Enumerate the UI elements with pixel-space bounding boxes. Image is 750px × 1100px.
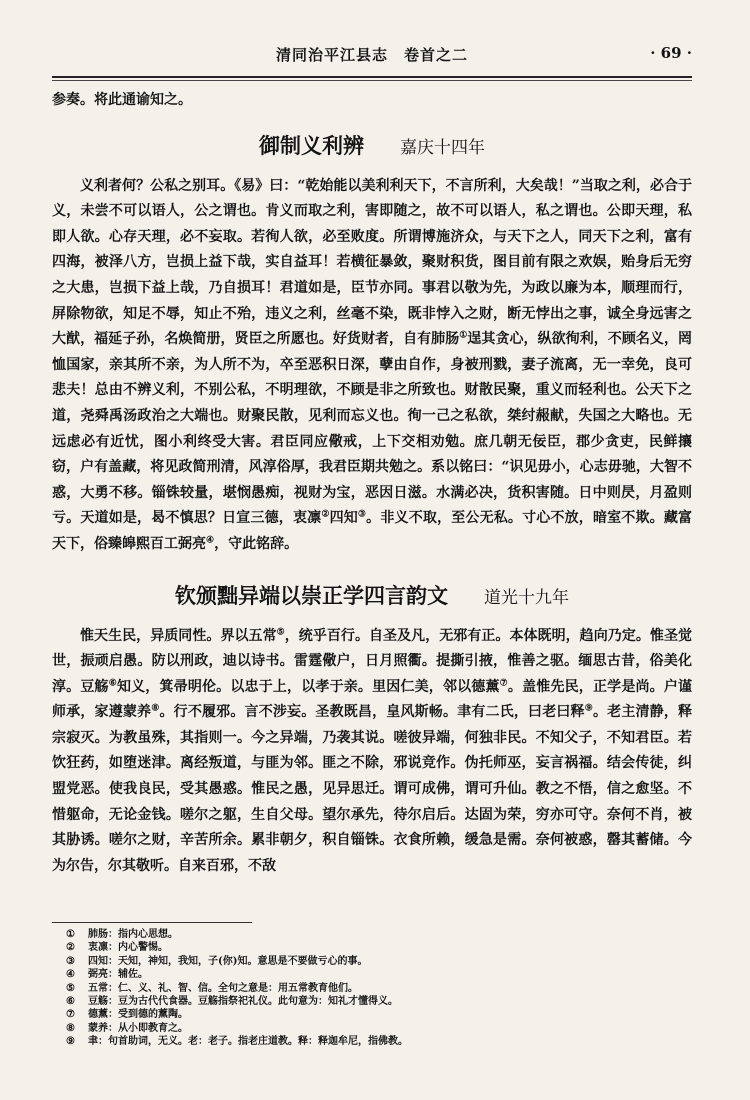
section-title-1-text: 御制义利辨: [259, 133, 364, 158]
footnote-number: ①: [66, 929, 75, 940]
footnote-item: [66, 1022, 686, 1035]
text-run: 惟天生民，异质同性。界以五常: [80, 627, 277, 644]
section-2-paragraph: [52, 624, 692, 880]
footnote-ref: ③: [357, 509, 367, 520]
footnote-ref: ④: [206, 535, 215, 546]
footnote-item: [66, 1008, 686, 1021]
footnote-ref: ⑥: [108, 678, 117, 689]
footnote-ref: ①: [459, 330, 468, 341]
footnote-text: 聿：句首助词，无义。老：老子。指老庄道教。释：释迦牟尼，指佛教。: [88, 1036, 408, 1048]
footnote-ref: ⑧: [151, 703, 160, 714]
header-rule-thin: [52, 80, 692, 81]
footnote-number: ⑧: [66, 1022, 75, 1034]
footnote-number: ⑨: [66, 1036, 75, 1048]
footnote-text: 蒙养：从小即教育之。: [88, 1022, 188, 1034]
text-run: 义利者何？公私之别耳。《易》曰：“乾始能以美利利天下，不言所利，大矣哉！”当取之利，必合于义，未尝不可以语人，公之谓也。肯义而取之利，害即随之，故不可以语人，私之谓也。公即天理，私即人欲。心存天理，必不妄取。若徇人欲，必至败度。所谓博施济众，与天下之人，同天下之利，富有四海，被泽八方，岂损上益下哉，实自益耳！若横征暴敛，聚财积货，图目前有限之欢娱，贻身后无穷之大患，岂损下益上哉，乃自损耳！君道如是，臣节亦同。事君以敬为先，为政以廉为本，顺理而行，屏除物欲，知足不辱，知止不殆，违义之利，丝毫不染，既非悖入之财，断无悖出之事，诚全身远害之大猷，福延子孙，名焕简册，贤臣之所愿也。好货财者，自有肺肠: [52, 177, 692, 348]
text-run: 。行不履邪。言不涉妄。圣教既昌，皇风斯畅。聿有二氏，曰老曰释: [159, 704, 585, 721]
footnote-item: [66, 995, 686, 1008]
footnote-number: ⑦: [66, 1009, 75, 1021]
intro-line: 参奏。将此通谕知之。: [52, 92, 192, 108]
page-number: · 69 ·: [650, 44, 692, 62]
footnote-text: 五常：仁、义、礼、智、信。全句之意是：用五常教育他们。: [88, 982, 358, 994]
running-header: [52, 44, 692, 70]
section-date-1: 嘉庆十四年: [400, 137, 485, 158]
text-run: 知义，箕帚明伦。以忠于上，以孝于亲。里因仁美，邻以德薰: [116, 678, 500, 695]
section-title-2: [52, 578, 692, 614]
text-run: 四知: [329, 510, 358, 527]
footnote-rule: [52, 922, 252, 923]
text-run: 。盖惟先民，正学是尚。户谨师承，家遵蒙养: [52, 678, 693, 721]
footnote-text: 德薰：受到德的薰陶。: [88, 1009, 188, 1021]
footnote-text: 豆觞：豆为古代代食器。豆觞指祭祀礼仪。此句意为：知礼才懂得义。: [88, 996, 398, 1008]
footnote-number: ②: [66, 942, 75, 954]
footnote-text: 肺肠：指内心思想。: [88, 929, 178, 940]
footnote-ref: ②: [321, 509, 330, 520]
footnote-item: [66, 955, 686, 968]
footnote-number: ③: [66, 955, 75, 967]
text-run: 。老主清静，释宗寂灭。为教虽殊，其指则一。今之异端，乃袭其说。嗟彼异端，何独非民。不知父子，不知君臣。若饮狂药，如堕迷津。离经叛道，与匪为邻。匪之不除，邪说竞作。伪托师巫，妄言祸福。结会传徒，纠盟党恶。使我良民，受其愚惑。惟民之愚，见异思迁。谓可成佛，谓可升仙。教之不悟，信之愈坚。不惜躯命，无论金钱。嗟尔之躯，生自父母。望尔承先，待尔启后。达固为荣，穷亦可守。奈何不肖，被其胁诱。嗟尔之财，辛苦所余。累非朝夕，积自锱铢。衣食所赖，缓急是需。奈何被惑，罄其蓄储。今为尔告，尔其敬听。自来百邪，不敌: [52, 704, 693, 874]
section-title-2-text: 钦颁黜异端以崇正学四言韵文: [175, 583, 448, 608]
text-run: ，统乎百行。自圣及凡，无邪有正。本体既明，趋向乃定。惟圣觉世，振顽启愚。防以刑政，迪以诗书。雷霆儆户，日月照衢。提撕引掖，惟善之驱。缅思古昔，俗美化淳。豆觞: [52, 627, 692, 695]
footnote-item: [66, 941, 686, 954]
footnotes: [66, 928, 686, 1049]
footnote-number: ⑥: [66, 996, 75, 1008]
section-1-paragraph: [52, 174, 692, 558]
footnote-item: [66, 1035, 686, 1048]
footnote-ref: ⑨: [584, 703, 593, 714]
section-title-1: [52, 128, 692, 164]
footnote-ref: ⑦: [499, 678, 508, 689]
main-content: [52, 88, 692, 879]
footnote-item: [66, 928, 686, 941]
footnote-text: 衷凛：内心警惕。: [88, 942, 168, 954]
section-date-2: 道光十九年: [484, 587, 569, 608]
footnote-item: [66, 982, 686, 995]
text-run: ，守此铭辞。: [214, 535, 299, 552]
header-rule: [52, 76, 692, 78]
footnote-item: [66, 968, 686, 981]
text-run: 逞其贪心，纵欲徇利，不顾名义，罔恤国家，亲其所不亲，为人所不为，卒至恶积日深，孽由自作，身被刑戮，妻子流离，无一幸免，良可悲夫！总由不辨义利，不别公私，不明理欲，不顾是非之所致也。财散民聚，重义而轻利也。公天下之道，尧舜禹汤政治之大端也。财聚民散，见利而忘义也。徇一己之私欲，桀纣赧献，失国之大略也。无远虑必有近忧，图小利终受大害。君臣同应儆戒，上下交相劝勉。庶几朝无佞臣，郡少贪吏，民鲜攘窃，户有盖藏，将见政简刑清，风淳俗厚，我君臣期共勉之。系以铭曰：“识见毋小，心志毋驰，大智不惑，大勇不移。锱铢较量，堪悯愚痴，视财为宝，恶因日滋。水满必决，货积害随。日中则昃，月盈则亏。天道如是，曷不慎思？日宣三德，衷凛: [52, 331, 693, 527]
footnote-text: 弼亮：辅佐。: [88, 969, 148, 981]
footnote-number: ⑤: [66, 982, 75, 994]
text-run: 。非义不取，至公无私。寸心不放，暗室不欺。藏富天下，俗臻皞熙百工弼亮: [52, 510, 693, 552]
footnote-ref: ⑤: [276, 626, 285, 637]
footnote-number: ④: [66, 969, 75, 981]
footnote-text: 四知：天知，神知，我知，子(你)知。意思是不要做亏心的事。: [88, 955, 368, 967]
running-title: 清同治平江县志 卷首之二: [275, 46, 468, 64]
